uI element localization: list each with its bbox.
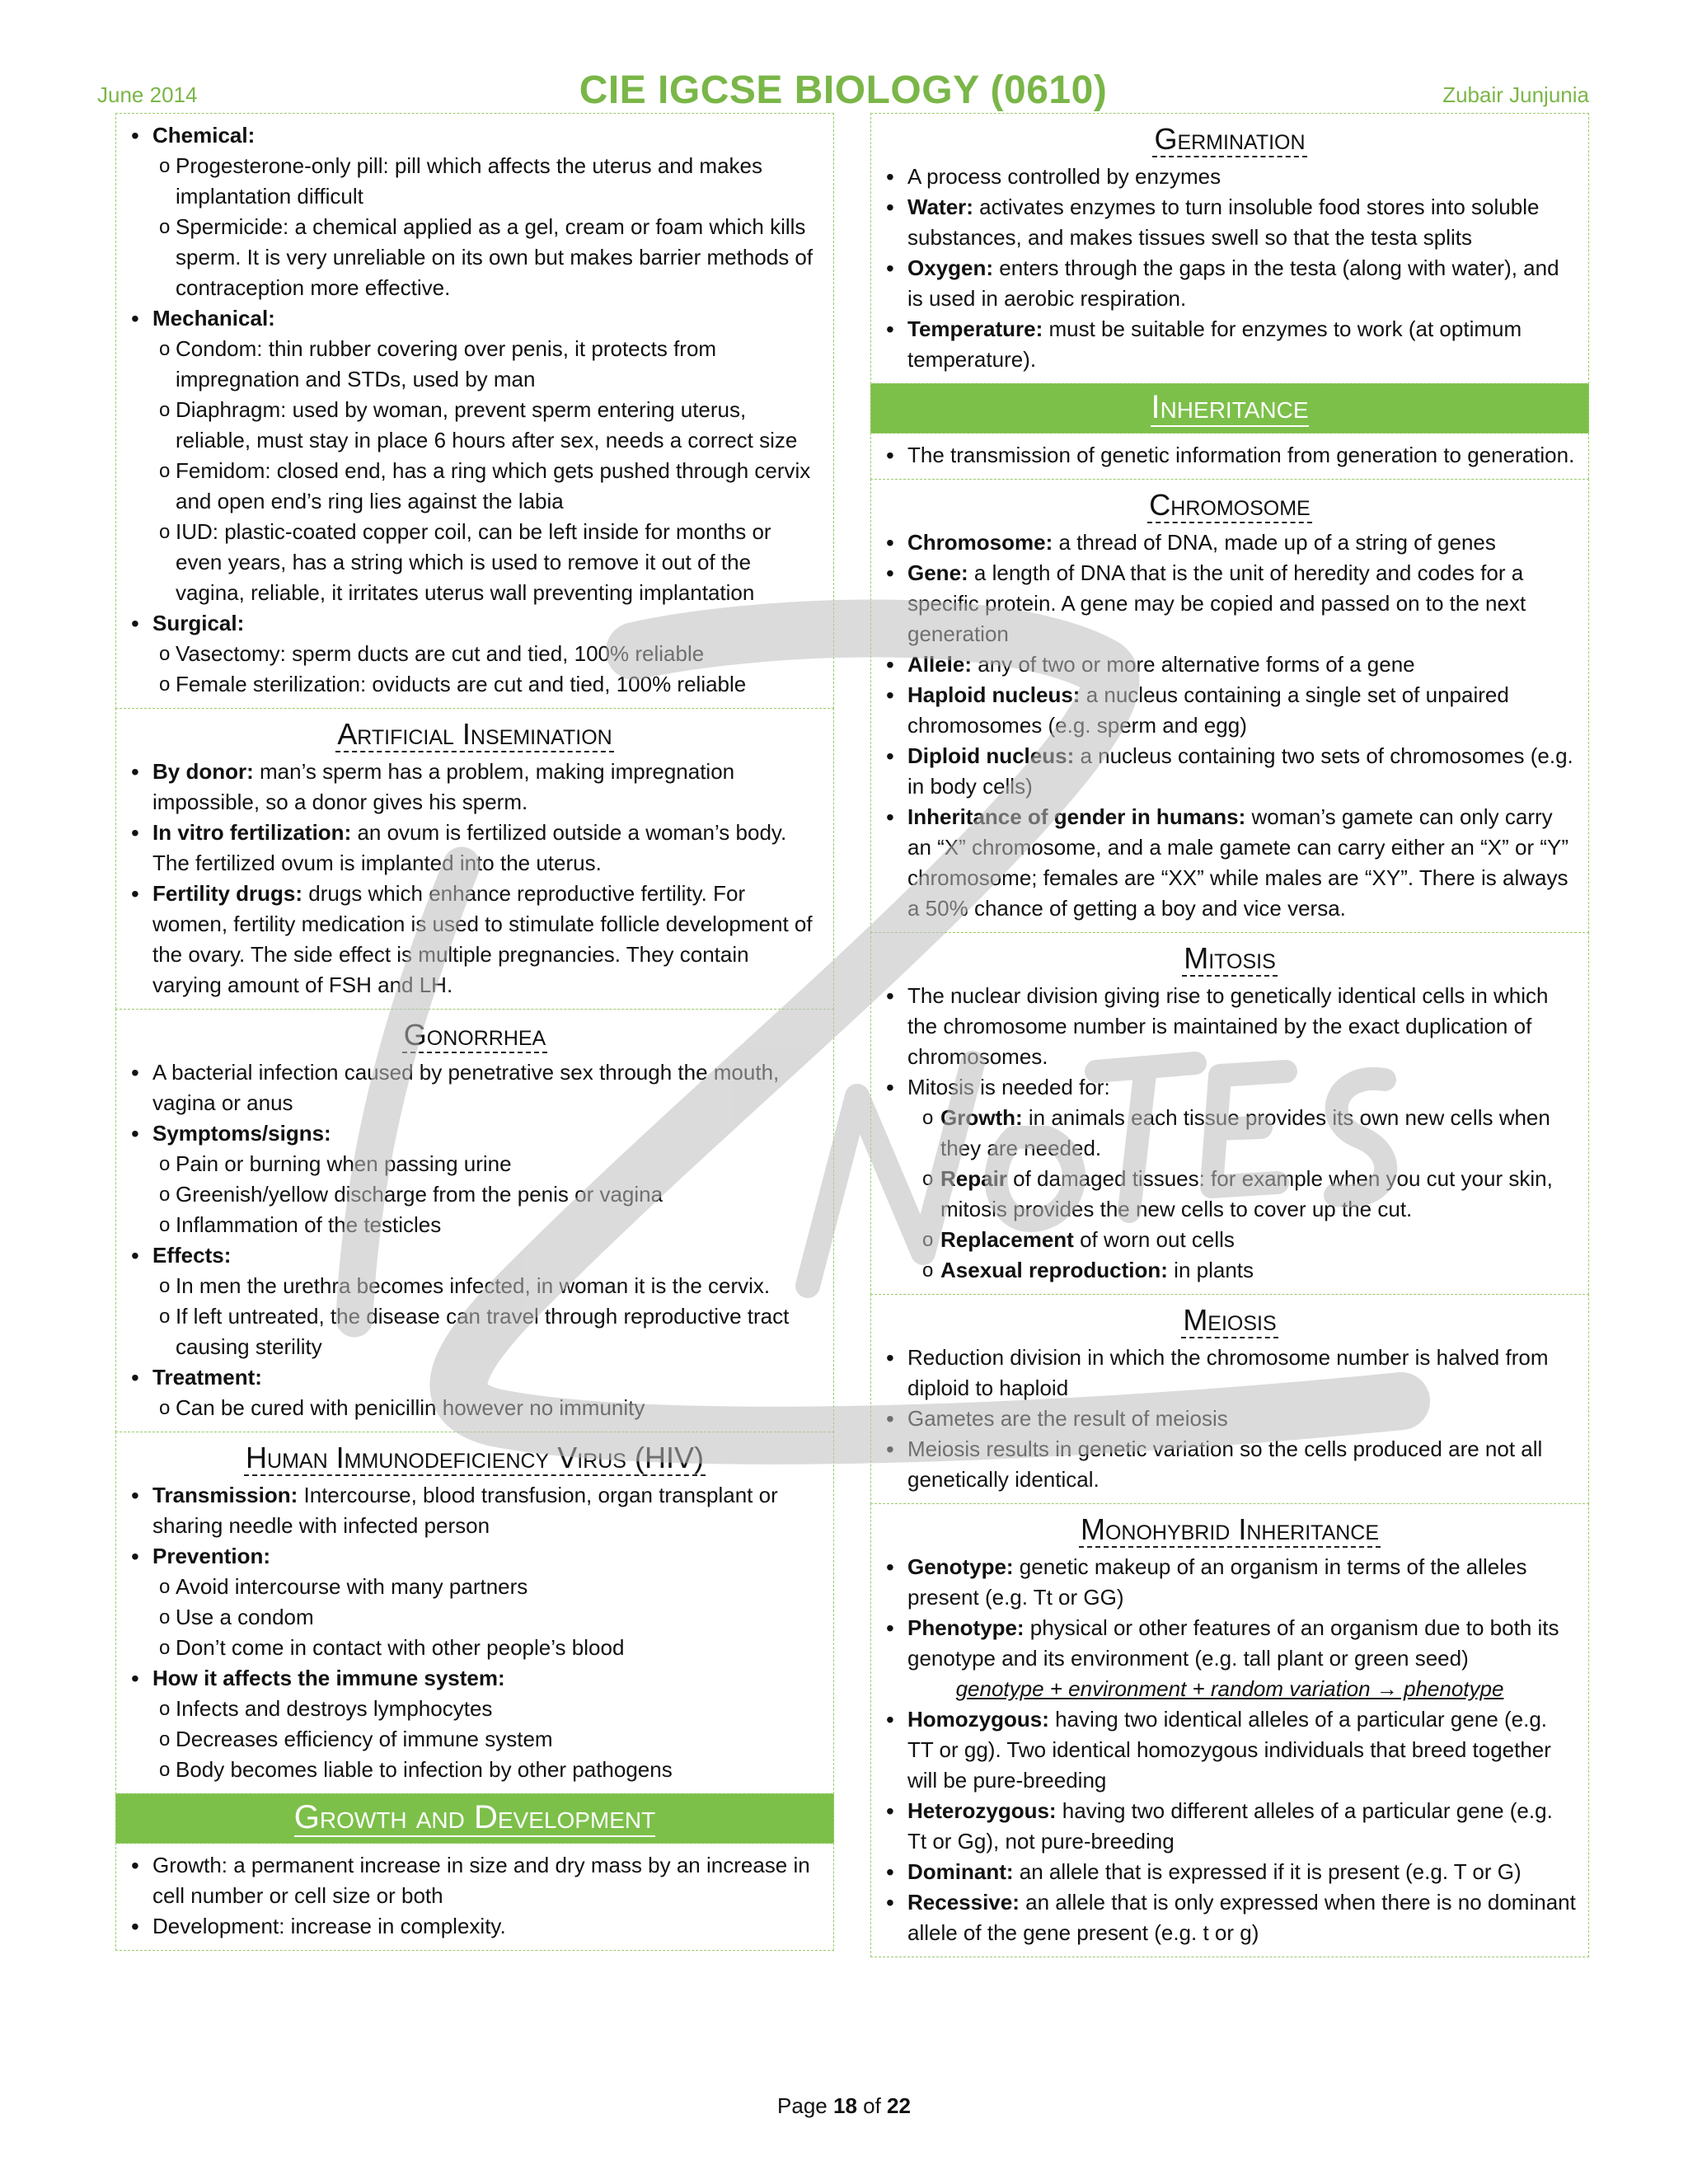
sub-list-item: o Femidom: closed end, has a ring which gets pushed through cervix and open end’s ring lies against the labia (128, 456, 822, 517)
sub-list-item: o Use a condom (128, 1602, 822, 1633)
sub-list-item: o Condom: thin rubber covering over penis, it protects from impregnation and STDs, used by man (128, 334, 822, 395)
section-title: Chromosome (1149, 488, 1311, 522)
list-item: • Recessive: an allele that is only expressed when there is no dominant allele of the gene present (e.g. t or g) (883, 1887, 1577, 1948)
germination-section (870, 113, 1589, 384)
list-item: • The nuclear division giving rise to genetically identical cells in which the chromosome number is maintained by the exact duplication of chromosomes. (883, 981, 1577, 1072)
list-item: • Effects: (128, 1240, 822, 1271)
sub-list-item: o Asexual reproduction: in plants (883, 1255, 1577, 1286)
list-item: • The transmission of genetic information from generation to generation. (883, 440, 1577, 471)
list-item: • In vitro fertilization: an ovum is fertilized outside a woman’s body. The fertilized ovum is implanted into the uterus. (128, 818, 822, 879)
list-item: • Fertility drugs: drugs which enhance reproductive fertility. For women, fertility medication is used to stimulate follicle development of the ovary. The side effect is multiple pregnancies. They contain varying amount of FSH and LH. (128, 879, 822, 1001)
sub-list-item: o Female sterilization: oviducts are cut and tied, 100% reliable (128, 669, 822, 700)
sub-list-item: o Avoid intercourse with many partners (128, 1572, 822, 1602)
sub-list-item: o Repair of damaged tissues: for example when you cut your skin, mitosis provides the new cells to cover up the cut. (883, 1164, 1577, 1225)
sub-list-item: o Infects and destroys lymphocytes (128, 1694, 822, 1724)
section-title: Mitosis (1184, 941, 1276, 975)
header-date: June 2014 (97, 82, 198, 107)
sub-list-item: o Vasectomy: sperm ducts are cut and tied, 100% reliable (128, 639, 822, 669)
list-item: • A bacterial infection caused by penetrative sex through the mouth, vagina or anus (128, 1057, 822, 1118)
list-item: • Haploid nucleus: a nucleus containing a single set of unpaired chromosomes (e.g. sperm and egg) (883, 680, 1577, 741)
list-item: • Symptoms/signs: (128, 1118, 822, 1149)
list-item: • Chromosome: a thread of DNA, made up of a string of genes (883, 527, 1577, 558)
list-item: • A process controlled by enzymes (883, 162, 1577, 192)
sub-list-item: o Spermicide: a chemical applied as a gel, cream or foam which kills sperm. It is very unreliable on its own but makes barrier methods of contraception more effective. (128, 212, 822, 303)
list-item: • Mechanical: (128, 303, 822, 334)
section-title: Artificial Insemination (337, 717, 612, 751)
sub-list-item: o If left untreated, the disease can travel through reproductive tract causing sterility (128, 1301, 822, 1362)
hiv-section (115, 1432, 834, 1794)
list-item: • Diploid nucleus: a nucleus containing two sets of chromosomes (e.g. in body cells) (883, 741, 1577, 802)
section-title: Monohybrid Inheritance (1080, 1512, 1380, 1546)
list-item: • Genotype: genetic makeup of an organism in terms of the alleles present (e.g. Tt or GG) (883, 1552, 1577, 1613)
section-title: Germination (1154, 122, 1306, 156)
page-footer: Page 18 of 22 (777, 2093, 911, 2118)
page-number: 18 (832, 2093, 857, 2118)
list-item: • Mitosis is needed for: (883, 1072, 1577, 1103)
list-item: • Temperature: must be suitable for enzymes to work (at optimum temperature). (883, 314, 1577, 375)
sub-list-item: o Diaphragm: used by woman, prevent sperm entering uterus, reliable, must stay in place 6 hours after sex, needs a correct size (128, 395, 822, 456)
list-item: • Phenotype: physical or other features of an organism due to both its genotype and its environment (e.g. tall plant or green seed) (883, 1613, 1577, 1674)
list-item: • By donor: man’s sperm has a problem, making impregnation impossible, so a donor gives his sperm. (128, 757, 822, 818)
list-item: • Gene: a length of DNA that is the unit of heredity and codes for a specific protein. A gene may be copied and passed on to the next generation (883, 558, 1577, 649)
meiosis-section (870, 1294, 1589, 1504)
sub-list-item: o Greenish/yellow discharge from the penis or vagina (128, 1179, 822, 1210)
list-item: • Prevention: (128, 1541, 822, 1572)
header-author: Zubair Junjunia (1442, 82, 1589, 107)
phenotype-formula: genotype + environment + random variation → phenotype (955, 1676, 1504, 1701)
sub-list-item: o Body becomes liable to infection by other pathogens (128, 1755, 822, 1785)
sub-list-item: o In men the urethra becomes infected, in woman it is the cervix. (128, 1271, 822, 1301)
mitosis-section (870, 932, 1589, 1295)
left-column (115, 114, 834, 1951)
list-item: • Reduction division in which the chromosome number is halved from diploid to haploid (883, 1343, 1577, 1404)
sub-list-item: o Can be cured with penicillin however no immunity (128, 1393, 822, 1423)
sub-list-item: o Growth: in animals each tissue provides its own new cells when they are needed. (883, 1103, 1577, 1164)
sub-list-item: o Pain or burning when passing urine (128, 1149, 822, 1179)
list-item: • How it affects the immune system: (128, 1663, 822, 1694)
header-title: CIE IGCSE BIOLOGY (0610) (579, 68, 1108, 112)
list-item: • Homozygous: having two identical alleles of a particular gene (e.g. TT or gg). Two identical homozygous individuals that breed together will be pure-breeding (883, 1704, 1577, 1796)
list-item: • Oxygen: enters through the gaps in the testa (along with water), and is used in aerobic respiration. (883, 253, 1577, 314)
section-title: Gonorrhea (403, 1018, 546, 1052)
gonorrhea-section (115, 1009, 834, 1432)
sub-list-item: o Progesterone-only pill: pill which affects the uterus and makes implantation difficult (128, 151, 822, 212)
list-item: • Growth: a permanent increase in size and dry mass by an increase in cell number or cell size or both (128, 1850, 822, 1911)
list-item: • Allele: any of two or more alternative forms of a gene (883, 649, 1577, 680)
inheritance-section (870, 433, 1589, 480)
contraception-section (115, 113, 834, 709)
page-total: 22 (887, 2093, 911, 2118)
section-title: Meiosis (1183, 1303, 1277, 1337)
artificial-insemination-section (115, 708, 834, 1010)
list-item: • Inheritance of gender in humans: woman’s gamete can only carry an “X” chromosome, and a male gamete can carry either an “X” or “Y” chromosome; females are “XX” while males are “XY”. There is always a 50% chance of getting a boy and vice versa. (883, 802, 1577, 924)
section-title: Human Immunodeficiency Virus (HIV) (246, 1441, 704, 1474)
sub-list-item: o IUD: plastic-coated copper coil, can be left inside for months or even years, has a string which is used to remove it out of the vagina, reliable, it irritates uterus wall preventing implantation (128, 517, 822, 608)
topic-heading-inheritance: Inheritance (870, 383, 1589, 434)
list-item: • Transmission: Intercourse, blood transfusion, organ transplant or sharing needle with infected person (128, 1480, 822, 1541)
list-item: • Surgical: (128, 608, 822, 639)
topic-heading-growth: Growth and Development (115, 1793, 834, 1844)
sub-list-item: o Don’t come in contact with other people’s blood (128, 1633, 822, 1663)
sub-list-item: o Replacement of worn out cells (883, 1225, 1577, 1255)
list-item: • Development: increase in complexity. (128, 1911, 822, 1942)
list-item: • Dominant: an allele that is expressed if it is present (e.g. T or G) (883, 1857, 1577, 1887)
chromosome-section (870, 479, 1589, 933)
list-item: • Chemical: (128, 120, 822, 151)
monohybrid-section (870, 1503, 1589, 1957)
right-column (870, 114, 1589, 1957)
list-item: • Meiosis results in genetic variation so the cells produced are not all genetically identical. (883, 1434, 1577, 1495)
growth-section (115, 1843, 834, 1951)
sub-list-item: o Decreases efficiency of immune system (128, 1724, 822, 1755)
list-item: • Gametes are the result of meiosis (883, 1404, 1577, 1434)
sub-list-item: o Inflammation of the testicles (128, 1210, 822, 1240)
list-item: • Heterozygous: having two different alleles of a particular gene (e.g. Tt or Gg), not pure-breeding (883, 1796, 1577, 1857)
list-item: • Treatment: (128, 1362, 822, 1393)
list-item: • Water: activates enzymes to turn insoluble food stores into soluble substances, and makes tissues swell so that the testa splits (883, 192, 1577, 253)
